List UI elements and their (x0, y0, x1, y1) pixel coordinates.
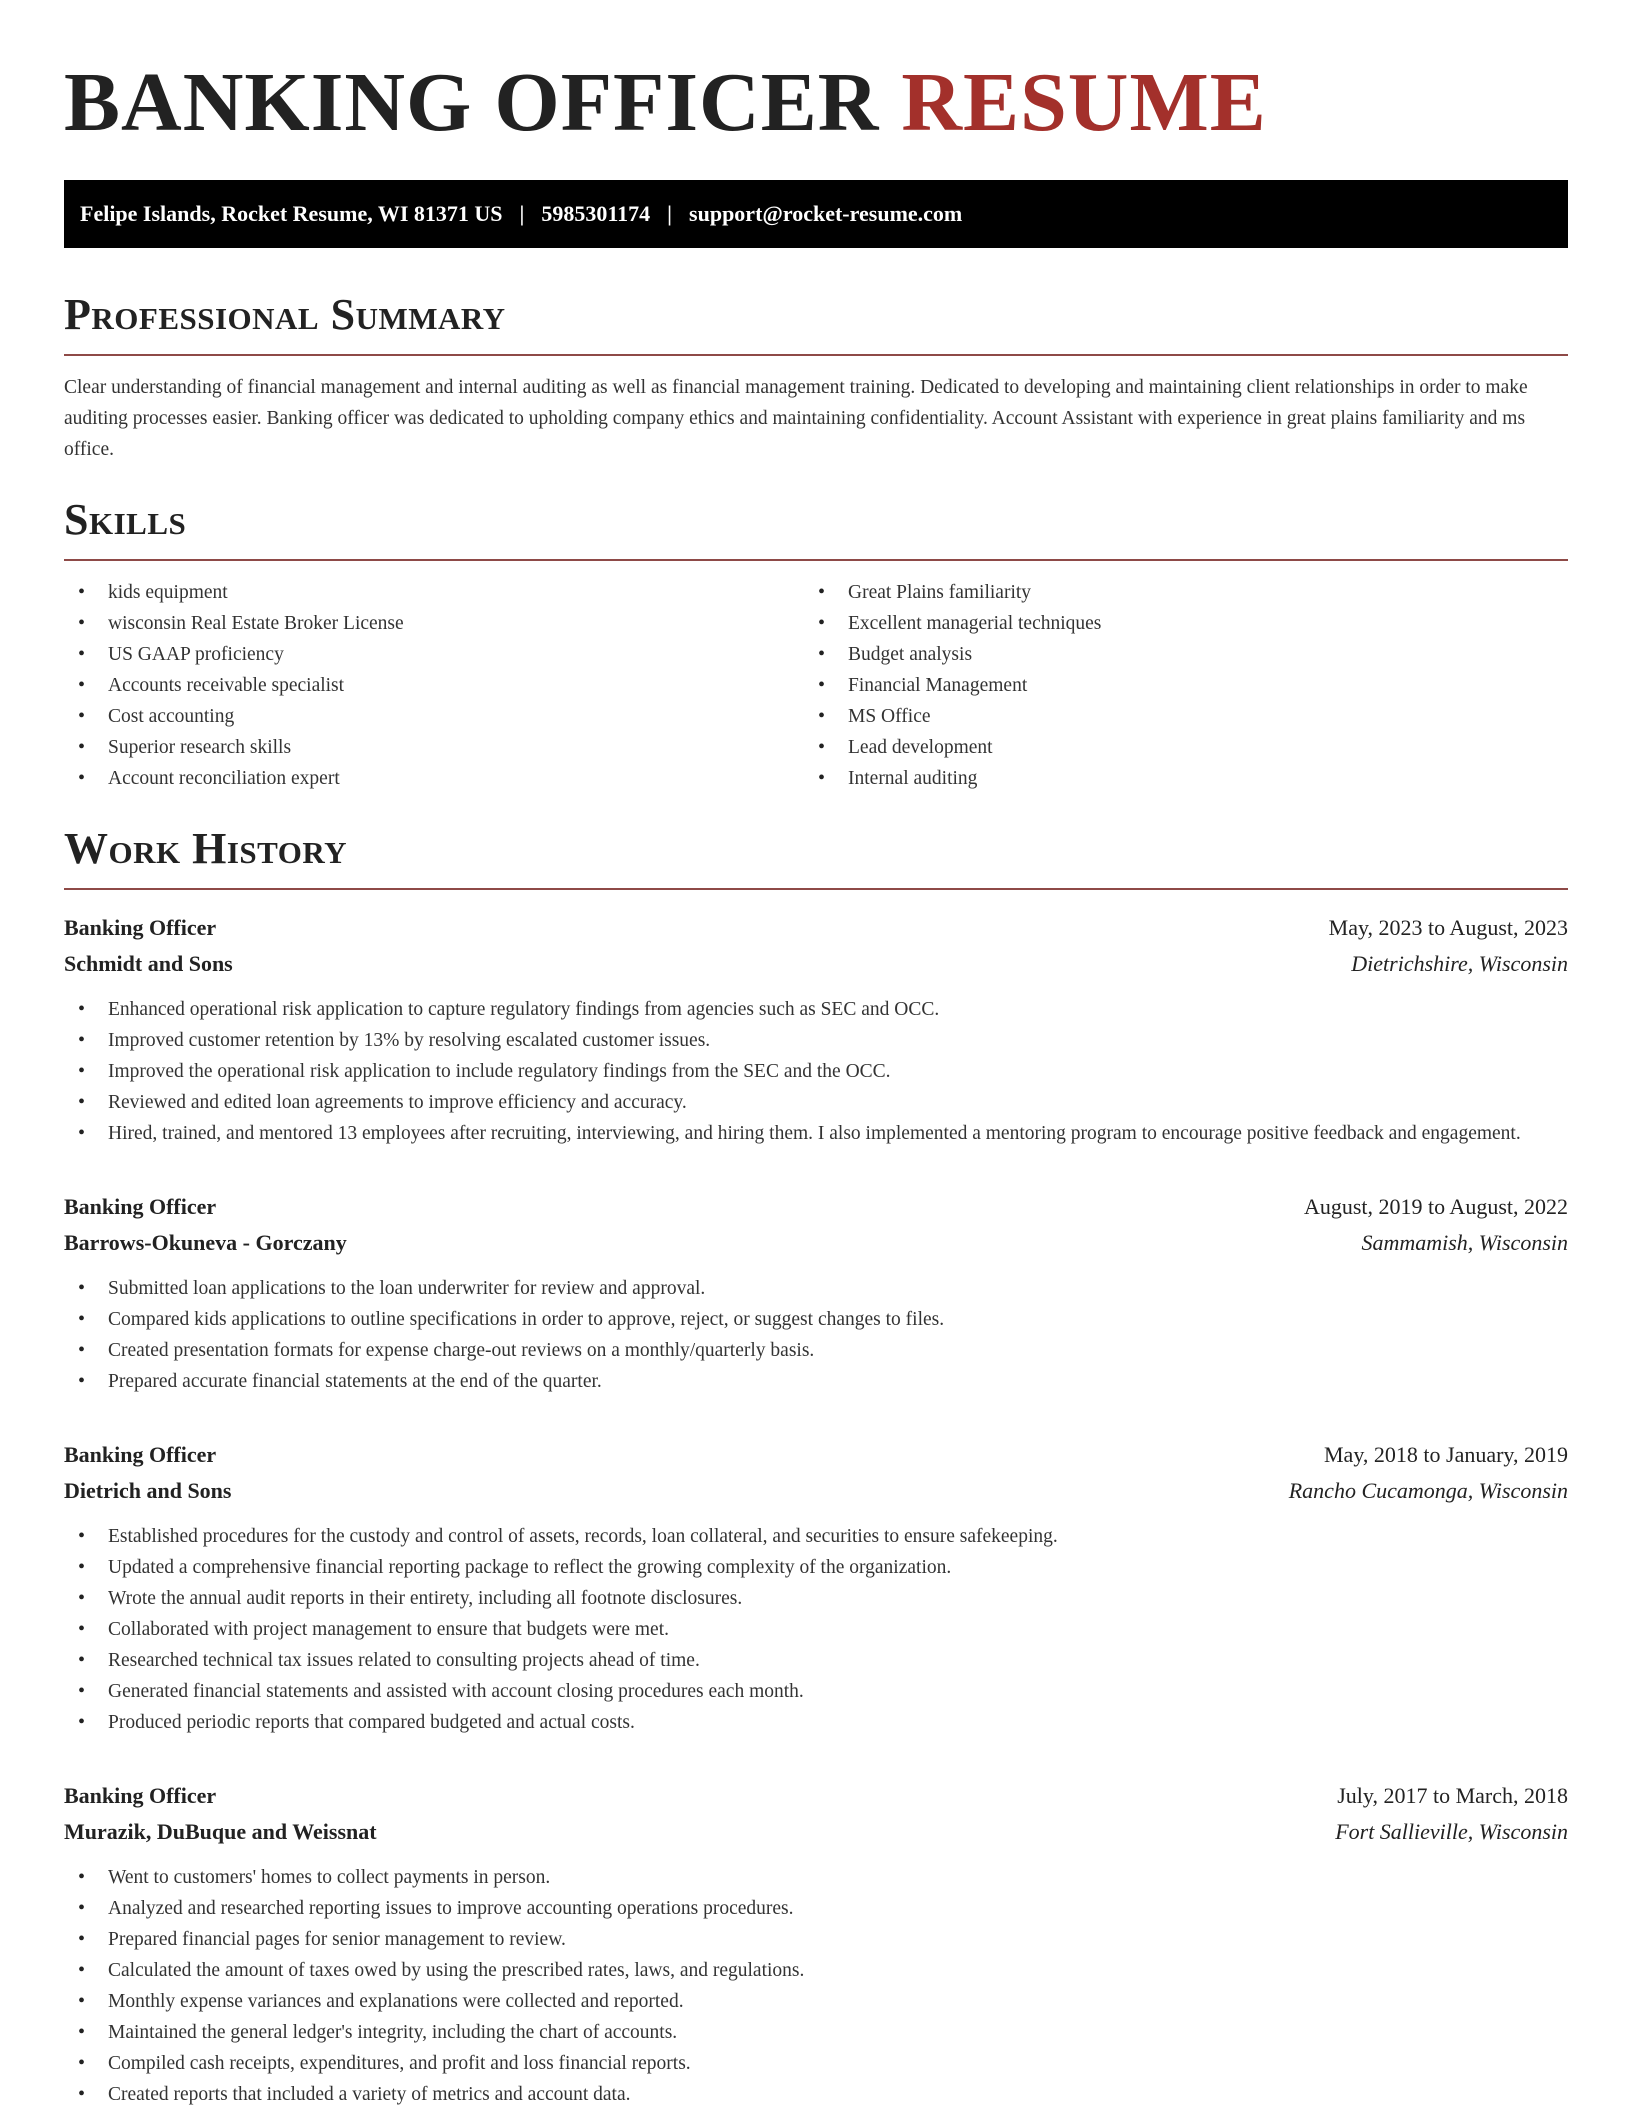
job-list (64, 910, 1568, 2110)
job-bullet-item: • Improved customer retention by 13% by resolving escalated customer issues. (64, 1025, 1568, 1056)
contact-separator: | (519, 201, 525, 226)
section-heading-summary: Professional Summary (64, 290, 506, 339)
job-entry (64, 1778, 1568, 2110)
job-bullet-item: • Wrote the annual audit reports in their entirety, including all footnote disclosures. (64, 1583, 1568, 1614)
job-company-row (64, 946, 1568, 982)
job-entry (64, 1189, 1568, 1397)
job-bullet-item: • Prepared financial pages for senior management to review. (64, 1924, 1568, 1955)
section-divider (64, 888, 1568, 890)
job-bullet-item: • Maintained the general ledger's integrity, including the chart of accounts. (64, 2017, 1568, 2048)
job-bullet-item: • Enhanced operational risk application to capture regulatory findings from agencies such as SEC and OCC. (64, 994, 1568, 1025)
job-title: Banking Officer (64, 1442, 217, 1467)
work-history-section (64, 824, 1568, 2110)
section-divider (64, 559, 1568, 561)
job-location: Sammamish, Wisconsin (1361, 1230, 1568, 1255)
skill-item: • Accounts receivable specialist (64, 670, 804, 701)
job-header-row (64, 910, 1568, 946)
job-bullet-item: • Created reports that included a variety of metrics and account data. (64, 2079, 1568, 2110)
job-bullet-item: • Collaborated with project management to ensure that budgets were met. (64, 1614, 1568, 1645)
job-bullet-item: • Reviewed and edited loan agreements to improve efficiency and accuracy. (64, 1087, 1568, 1118)
job-bullet-item: • Generated financial statements and assisted with account closing procedures each month. (64, 1676, 1568, 1707)
skills-column-left (64, 577, 804, 794)
job-title: Banking Officer (64, 1194, 217, 1219)
job-bullet-item: • Prepared accurate financial statements at the end of the quarter. (64, 1366, 1568, 1397)
job-bullets (64, 1521, 1568, 1738)
job-header-row (64, 1437, 1568, 1473)
skill-item: • Superior research skills (64, 732, 804, 763)
title-accent: RESUME (901, 56, 1267, 149)
job-entry (64, 910, 1568, 1149)
job-dates: May, 2023 to August, 2023 (1328, 915, 1568, 940)
skills-grid (64, 577, 1568, 794)
contact-address: Felipe Islands, Rocket Resume, WI 81371 US (80, 201, 503, 226)
section-heading-skills: Skills (64, 495, 187, 544)
job-bullets (64, 1862, 1568, 2110)
job-company: Barrows-Okuneva - Gorczany (64, 1230, 347, 1255)
section-heading-work-history: Work History (64, 824, 348, 873)
skill-item: • Excellent managerial techniques (804, 608, 1544, 639)
job-title: Banking Officer (64, 1783, 217, 1808)
resume-title (64, 0, 1568, 150)
job-bullets (64, 1273, 1568, 1397)
skill-item: • Internal auditing (804, 763, 1544, 794)
job-company: Dietrich and Sons (64, 1478, 232, 1503)
skill-item: • Budget analysis (804, 639, 1544, 670)
job-location: Dietrichshire, Wisconsin (1351, 951, 1568, 976)
job-bullet-item: • Went to customers' homes to collect payments in person. (64, 1862, 1568, 1893)
job-bullet-item: • Submitted loan applications to the loan underwriter for review and approval. (64, 1273, 1568, 1304)
skill-item: • MS Office (804, 701, 1544, 732)
section-divider (64, 354, 1568, 356)
job-company-row (64, 1473, 1568, 1509)
job-company-row (64, 1225, 1568, 1261)
job-title: Banking Officer (64, 915, 217, 940)
job-bullet-item: • Hired, trained, and mentored 13 employees after recruiting, interviewing, and hiring them. I also implemented a mentoring program to encourage positive feedback and engagement. (64, 1118, 1568, 1149)
summary-section (64, 290, 1568, 465)
job-bullet-item: • Created presentation formats for expense charge-out reviews on a monthly/quarterly basis. (64, 1335, 1568, 1366)
contact-separator: | (667, 201, 673, 226)
job-bullet-item: • Improved the operational risk application to include regulatory findings from the SEC and the OCC. (64, 1056, 1568, 1087)
job-dates: May, 2018 to January, 2019 (1324, 1442, 1568, 1467)
job-bullet-item: • Monthly expense variances and explanations were collected and reported. (64, 1986, 1568, 2017)
title-main: BANKING OFFICER (64, 56, 880, 149)
skill-item: • Lead development (804, 732, 1544, 763)
job-location: Fort Sallieville, Wisconsin (1335, 1819, 1568, 1844)
job-company-row (64, 1814, 1568, 1850)
contact-phone: 5985301174 (541, 201, 651, 226)
job-bullets (64, 994, 1568, 1149)
skill-item: • Account reconciliation expert (64, 763, 804, 794)
skill-item: • Great Plains familiarity (804, 577, 1544, 608)
contact-bar (64, 180, 1568, 248)
contact-email: support@rocket-resume.com (689, 201, 963, 226)
skill-item: • kids equipment (64, 577, 804, 608)
job-bullet-item: • Compiled cash receipts, expenditures, and profit and loss financial reports. (64, 2048, 1568, 2079)
skills-column-right (804, 577, 1544, 794)
skill-item: • Cost accounting (64, 701, 804, 732)
job-bullet-item: • Updated a comprehensive financial reporting package to reflect the growing complexity of the organization. (64, 1552, 1568, 1583)
job-bullet-item: • Compared kids applications to outline specifications in order to approve, reject, or suggest changes to files. (64, 1304, 1568, 1335)
job-bullet-item: • Produced periodic reports that compared budgeted and actual costs. (64, 1707, 1568, 1738)
job-bullet-item: • Researched technical tax issues related to consulting projects ahead of time. (64, 1645, 1568, 1676)
job-bullet-item: • Established procedures for the custody and control of assets, records, loan collateral, and securities to ensure safekeeping. (64, 1521, 1568, 1552)
job-company: Murazik, DuBuque and Weissnat (64, 1819, 377, 1844)
skills-section (64, 495, 1568, 794)
job-entry (64, 1437, 1568, 1738)
job-dates: July, 2017 to March, 2018 (1337, 1783, 1568, 1808)
job-header-row (64, 1189, 1568, 1225)
job-header-row (64, 1778, 1568, 1814)
skill-item: • Financial Management (804, 670, 1544, 701)
job-bullet-item: • Analyzed and researched reporting issues to improve accounting operations procedures. (64, 1893, 1568, 1924)
job-bullet-item: • Calculated the amount of taxes owed by using the prescribed rates, laws, and regulations. (64, 1955, 1568, 1986)
job-location: Rancho Cucamonga, Wisconsin (1288, 1478, 1568, 1503)
job-dates: August, 2019 to August, 2022 (1303, 1194, 1568, 1219)
summary-text: Clear understanding of financial management and internal auditing as well as financial management training. Dedicated to developing and maintaining client relationships in order to make auditing processes easier. Banking officer was dedicated to upholding company ethics and maintaining confidentiality. Account Assistant with experience in great plains familiarity and ms office. (64, 377, 1528, 460)
job-company: Schmidt and Sons (64, 951, 233, 976)
skill-item: • US GAAP proficiency (64, 639, 804, 670)
skill-item: • wisconsin Real Estate Broker License (64, 608, 804, 639)
